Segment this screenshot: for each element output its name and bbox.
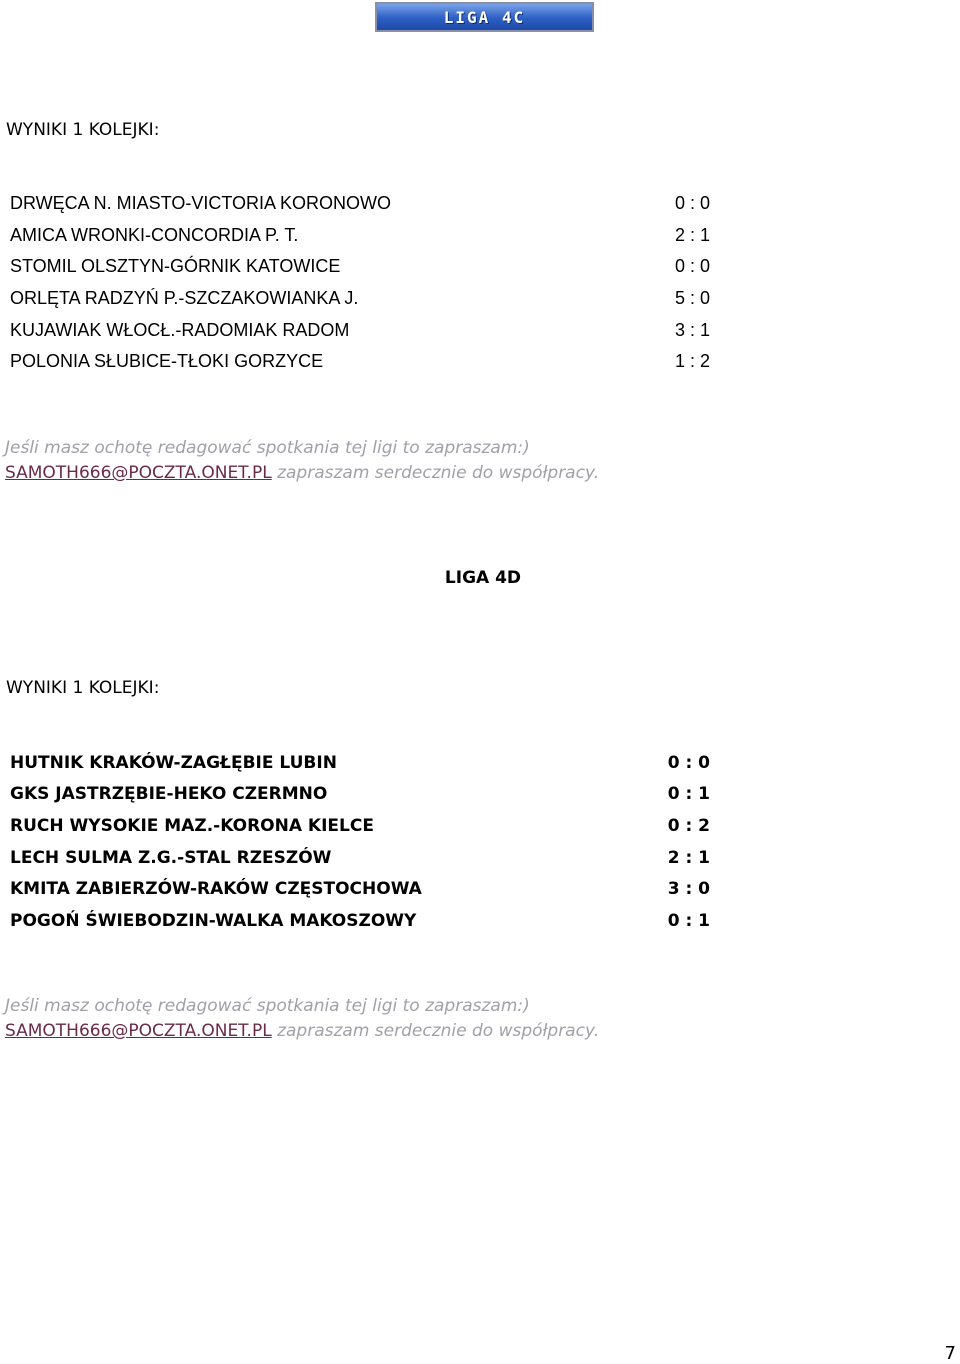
match-row: [10, 810, 710, 842]
invite-text-2: zapraszam serdecznie do współpracy.: [271, 463, 600, 483]
match-score: 0 : 0: [667, 752, 710, 773]
match-score: 0 : 1: [667, 784, 710, 805]
match-teams: POGOŃ ŚWIEBODZIN-WALKA MAKOSZOWY: [10, 910, 417, 931]
section2-results-list: [10, 747, 710, 937]
match-score: 5 : 0: [674, 288, 710, 309]
match-score: 0 : 0: [674, 256, 710, 277]
match-teams: ORLĘTA RADZYŃ P.-SZCZAKOWIANKA J.: [10, 288, 359, 309]
logo-text: LIGA 4C: [443, 7, 526, 27]
page-number: 7: [944, 1343, 956, 1364]
match-row: [10, 346, 710, 378]
match-row: [10, 873, 710, 905]
match-teams: KUJAWIAK WŁOCŁ.-RADOMIAK RADOM: [10, 319, 350, 340]
match-score: 2 : 1: [667, 847, 710, 868]
match-score: 3 : 0: [667, 879, 710, 900]
match-teams: STOMIL OLSZTYN-GÓRNIK KATOWICE: [10, 256, 341, 277]
match-teams: GKS JASTRZĘBIE-HEKO CZERMNO: [10, 784, 328, 805]
match-teams: AMICA WRONKI-CONCORDIA P. T.: [10, 224, 299, 245]
match-score: 0 : 0: [674, 193, 710, 214]
section1-results-list: [10, 188, 710, 378]
section1-invite-note: [5, 436, 599, 486]
match-score: 0 : 2: [667, 815, 710, 836]
match-score: 3 : 1: [674, 319, 710, 340]
section2-heading: WYNIKI 1 KOLEJKI:: [6, 678, 160, 698]
match-row: [10, 188, 710, 220]
league-title: LIGA 4D: [444, 568, 522, 588]
match-row: [10, 283, 710, 315]
match-row: [10, 314, 710, 346]
match-score: 1 : 2: [674, 351, 710, 372]
match-score: 0 : 1: [667, 910, 710, 931]
match-row: [10, 747, 710, 779]
match-row: [10, 220, 710, 252]
match-row: [10, 842, 710, 874]
match-teams: POLONIA SŁUBICE-TŁOKI GORZYCE: [10, 351, 324, 372]
section1-heading: WYNIKI 1 KOLEJKI:: [6, 120, 160, 140]
match-teams: HUTNIK KRAKÓW-ZAGŁĘBIE LUBIN: [10, 752, 337, 773]
match-teams: LECH SULMA Z.G.-STAL RZESZÓW: [10, 847, 332, 868]
match-teams: KMITA ZABIERZÓW-RAKÓW CZĘSTOCHOWA: [10, 879, 422, 900]
section2-invite-note: [5, 994, 599, 1044]
match-teams: DRWĘCA N. MIASTO-VICTORIA KORONOWO: [10, 193, 392, 214]
email-link[interactable]: SAMOTH666@POCZTA.ONET.PL: [5, 463, 272, 483]
match-row: [10, 905, 710, 937]
match-teams: RUCH WYSOKIE MAZ.-KORONA KIELCE: [10, 815, 374, 836]
match-score: 2 : 1: [674, 224, 710, 245]
invite-text: Jeśli masz ochotę redagować spotkania tej ligi to zapraszam:): [5, 996, 530, 1016]
match-row: [10, 251, 710, 283]
match-row: [10, 779, 710, 811]
invite-text-2: zapraszam serdecznie do współpracy.: [271, 1021, 600, 1041]
league-logo-banner: [375, 2, 594, 32]
email-link[interactable]: SAMOTH666@POCZTA.ONET.PL: [5, 1021, 272, 1041]
invite-text: Jeśli masz ochotę redagować spotkania tej ligi to zapraszam:): [5, 438, 530, 458]
